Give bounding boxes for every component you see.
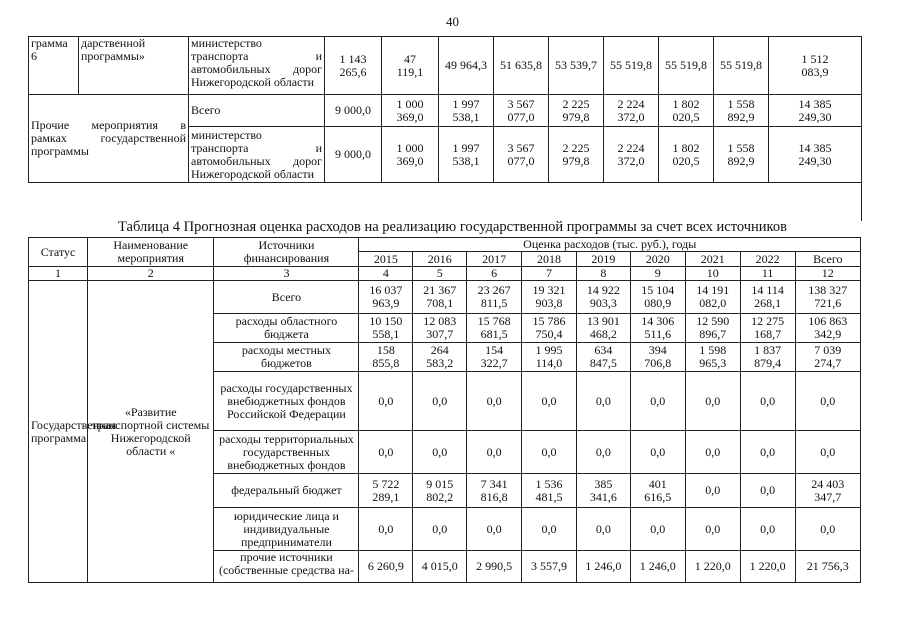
program-code-cell: грамма 6 [29,37,79,95]
value-cell: 1 220,0 [685,551,740,583]
value-cell: 2 990,5 [467,551,522,583]
column-number: 11 [740,267,795,281]
value-cell: 1 536 481,5 [522,474,577,508]
value-cell: 1 598 965,3 [685,343,740,372]
source-cell: министерство транспорта и автомобильных дорог Нижегородской области [189,37,325,95]
column-number: 6 [467,267,522,281]
value-cell: 23 267 811,5 [467,281,522,314]
value-cell: 0,0 [413,372,467,431]
source-cell: Всего [189,95,325,127]
value-cell: 0,0 [685,431,740,474]
value-cell: 21 367 708,1 [413,281,467,314]
page-number: 40 [446,14,459,29]
value-cell: 3 567 077,0 [494,95,549,127]
value-cell: 0,0 [630,431,685,474]
table-gap [29,183,862,221]
value-cell: 1 558 892,9 [714,95,769,127]
status-cell: Государственная программа [29,281,88,583]
value-cell: 385 341,6 [576,474,630,508]
value-cell: 264 583,2 [413,343,467,372]
header-year: Всего [795,252,860,267]
source-cell: министерство транспорта и автомобильных дорог Нижегородской области [189,127,325,183]
table-row [29,95,862,127]
header-name: Наименование мероприятия [88,238,214,267]
value-cell: 21 756,3 [795,551,860,583]
value-cell: 1 802 020,5 [659,95,714,127]
value-cell: 1 143 265,6 [325,37,382,95]
value-cell: 1 246,0 [576,551,630,583]
value-cell: 0,0 [467,508,522,551]
value-cell: 14 385 249,30 [769,95,862,127]
value-cell: 14 306 511,6 [630,314,685,343]
source-cell: федеральный бюджет [214,474,359,508]
source-cell: расходы территориальных государственных внебюджетных фондов [214,431,359,474]
value-cell: 5 722 289,1 [359,474,413,508]
value-cell: 14 191 082,0 [685,281,740,314]
value-cell: 0,0 [522,508,577,551]
value-cell: 9 000,0 [325,95,382,127]
header-year: 2018 [522,252,577,267]
value-cell: 6 260,9 [359,551,413,583]
header-year: 2020 [630,252,685,267]
header-estimate: Оценка расходов (тыс. руб.), годы [359,238,861,252]
value-cell: 0,0 [522,372,577,431]
value-cell: 1 995 114,0 [522,343,577,372]
column-number-row [29,267,861,281]
value-cell: 1 000 369,0 [382,127,439,183]
value-cell: 0,0 [467,372,522,431]
value-cell: 1 000 369,0 [382,95,439,127]
value-cell: 9 000,0 [325,127,382,183]
continued-table [28,36,862,221]
value-cell: 12 275 168,7 [740,314,795,343]
value-cell: 7 039 274,7 [795,343,860,372]
value-cell: 15 768 681,5 [467,314,522,343]
table-row [29,183,862,221]
expense-forecast-table [28,237,861,583]
program-name-cell: «Развитие транспортной системы Нижегородской области « [88,281,214,583]
header-sources: Источники финансирования [214,238,359,267]
value-cell: 55 519,8 [714,37,769,95]
value-cell: 0,0 [359,431,413,474]
column-number: 1 [29,267,88,281]
value-cell: 10 150 558,1 [359,314,413,343]
value-cell: 12 083 307,7 [413,314,467,343]
value-cell: 0,0 [630,372,685,431]
value-cell: 16 037 963,9 [359,281,413,314]
column-number: 8 [576,267,630,281]
value-cell: 0,0 [413,431,467,474]
value-cell: 1 997 538,1 [439,127,494,183]
value-cell: 24 403 347,7 [795,474,860,508]
value-cell: 47 119,1 [382,37,439,95]
table-row [29,281,861,314]
column-number: 9 [630,267,685,281]
value-cell: 0,0 [576,508,630,551]
value-cell: 0,0 [522,431,577,474]
value-cell: 15 786 750,4 [522,314,577,343]
table-row [29,37,862,95]
value-cell: 2 224 372,0 [604,95,659,127]
column-number: 2 [88,267,214,281]
value-cell: 0,0 [576,372,630,431]
header-year: 2016 [413,252,467,267]
value-cell: 1 837 879,4 [740,343,795,372]
column-number: 5 [413,267,467,281]
value-cell: 0,0 [795,431,860,474]
value-cell: 55 519,8 [659,37,714,95]
value-cell: 0,0 [795,508,860,551]
table-header-row [29,238,861,252]
value-cell: 3 567 077,0 [494,127,549,183]
value-cell: 1 558 892,9 [714,127,769,183]
value-cell: 2 224 372,0 [604,127,659,183]
value-cell: 0,0 [359,372,413,431]
value-cell: 3 557,9 [522,551,577,583]
value-cell: 0,0 [576,431,630,474]
value-cell: 154 322,7 [467,343,522,372]
value-cell: 14 385 249,30 [769,127,862,183]
source-cell: прочие источники (собственные средства на- [214,551,359,583]
value-cell: 55 519,8 [604,37,659,95]
value-cell: 4 015,0 [413,551,467,583]
value-cell: 0,0 [740,508,795,551]
header-status: Статус [29,238,88,267]
header-year: 2015 [359,252,413,267]
value-cell: 7 341 816,8 [467,474,522,508]
other-activities-label: Прочие мероприятия в рамках государственной программы [29,95,189,183]
value-cell: 634 847,5 [576,343,630,372]
table-caption: Таблица 4 Прогнозная оценка расходов на реализацию государственной программы за счет всех источников [118,219,787,235]
value-cell: 1 997 538,1 [439,95,494,127]
value-cell: 0,0 [685,372,740,431]
value-cell: 138 327 721,6 [795,281,860,314]
value-cell: 1 246,0 [630,551,685,583]
value-cell: 9 015 802,2 [413,474,467,508]
program-name-cell: дарственной программы» [79,37,189,95]
value-cell: 0,0 [685,474,740,508]
value-cell: 12 590 896,7 [685,314,740,343]
value-cell: 14 114 268,1 [740,281,795,314]
value-cell: 106 863 342,9 [795,314,860,343]
value-cell: 0,0 [630,508,685,551]
source-cell: расходы областного бюджета [214,314,359,343]
value-cell: 401 616,5 [630,474,685,508]
value-cell: 15 104 080,9 [630,281,685,314]
value-cell: 0,0 [467,431,522,474]
value-cell: 158 855,8 [359,343,413,372]
column-number: 3 [214,267,359,281]
source-cell: расходы государственных внебюджетных фондов Российской Федерации [214,372,359,431]
value-cell: 1 512 083,9 [769,37,862,95]
value-cell: 1 220,0 [740,551,795,583]
column-number: 7 [522,267,577,281]
column-number: 10 [685,267,740,281]
source-cell: юридические лица и индивидуальные предприниматели [214,508,359,551]
header-year: 2022 [740,252,795,267]
value-cell: 0,0 [795,372,860,431]
value-cell: 0,0 [359,508,413,551]
column-number: 4 [359,267,413,281]
value-cell: 13 901 468,2 [576,314,630,343]
value-cell: 14 922 903,3 [576,281,630,314]
value-cell: 51 635,8 [494,37,549,95]
header-year: 2019 [576,252,630,267]
value-cell: 0,0 [413,508,467,551]
value-cell: 49 964,3 [439,37,494,95]
value-cell: 394 706,8 [630,343,685,372]
value-cell: 0,0 [685,508,740,551]
header-year: 2021 [685,252,740,267]
value-cell: 0,0 [740,372,795,431]
value-cell: 53 539,7 [549,37,604,95]
value-cell: 2 225 979,8 [549,127,604,183]
value-cell: 0,0 [740,474,795,508]
source-cell: Всего [214,281,359,314]
value-cell: 1 802 020,5 [659,127,714,183]
header-year: 2017 [467,252,522,267]
column-number: 12 [795,267,860,281]
source-cell: расходы местных бюджетов [214,343,359,372]
value-cell: 19 321 903,8 [522,281,577,314]
value-cell: 2 225 979,8 [549,95,604,127]
value-cell: 0,0 [740,431,795,474]
